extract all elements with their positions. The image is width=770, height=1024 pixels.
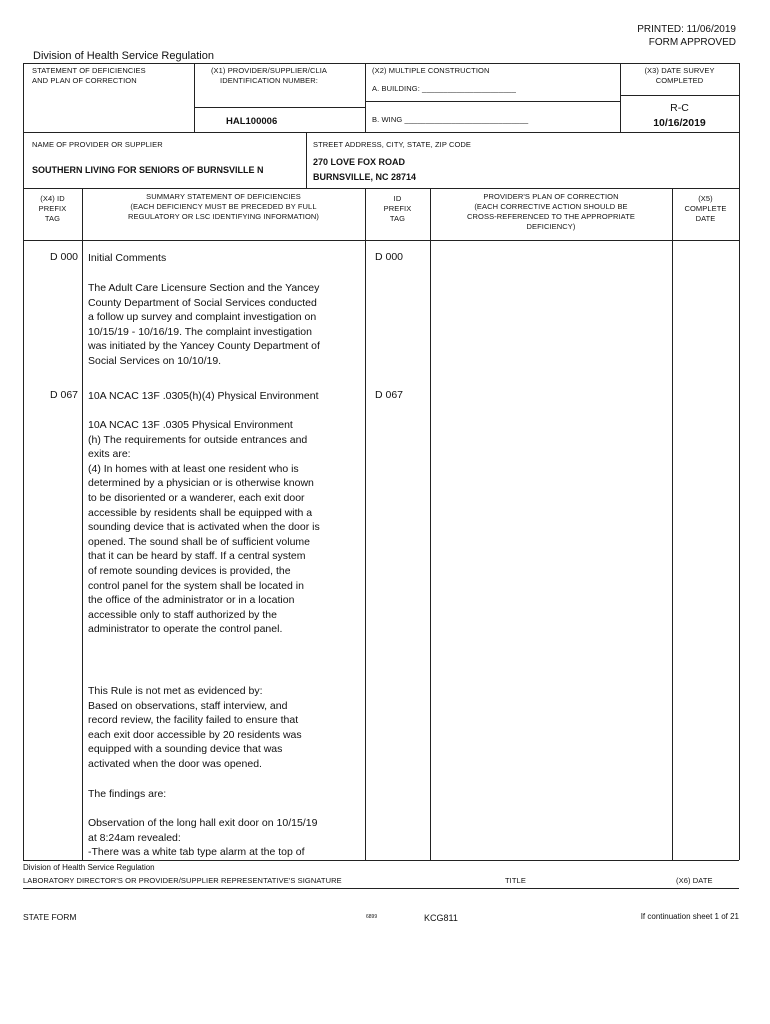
entry-tag-1: D 000 (50, 251, 79, 263)
signature-label: LABORATORY DIRECTOR'S OR PROVIDER/SUPPLIER REPRESENTATIVE'S SIGNATURE (23, 876, 342, 885)
entry-title-2: 10A NCAC 13F .0305(h)(4) Physical Environment (88, 390, 319, 402)
entry-id-2: D 067 (375, 389, 404, 401)
x1-label: (X1) PROVIDER/SUPPLIER/CLIA IDENTIFICATION NUMBER: (210, 66, 328, 85)
address-label: STREET ADDRESS, CITY, STATE, ZIP CODE (313, 140, 472, 149)
x1-value: HAL100006 (226, 116, 278, 127)
form-approved: FORM APPROVED (648, 37, 736, 48)
entry-id-1: D 000 (375, 251, 404, 263)
entry-title-1: Initial Comments (88, 252, 167, 264)
building-field: A. BUILDING: ______________________ (372, 84, 517, 93)
x3-code: R-C (670, 102, 689, 114)
col-x4-header: (X4) ID PREFIX TAG (38, 194, 67, 223)
form-code: 6899 (366, 914, 378, 920)
paragraph-findings: The findings are: (88, 788, 167, 800)
x3-date: 10/16/2019 (653, 117, 706, 129)
wing-field: B. WING _____________________________ (372, 115, 529, 124)
col-plan-header: PROVIDER'S PLAN OF CORRECTION (EACH CORRECTIVE ACTION SHOULD BE CROSS-REFERENCED TO THE APPROPRIATE DEFICIENCY) (467, 192, 635, 231)
col-summary-header: SUMMARY STATEMENT OF DEFICIENCIES (EACH DEFICIENCY MUST BE PRECEDED BY FULL REGULATORY OR LSC IDENTIFYING INFORMATION) (127, 192, 320, 221)
provider-label: NAME OF PROVIDER OR SUPPLIER (32, 140, 163, 149)
title-label: TITLE (505, 876, 526, 885)
x2-label: (X2) MULTIPLE CONSTRUCTION (372, 66, 490, 75)
paragraph-initial-comments: The Adult Care Licensure Section and the Yancey County Department of Social Services conducted a follow up survey and complaint investigation on 10/15/19 - 10/16/19. The complaint investigation was initiated by the Yancey County Department of Social Services on 10/10/19. (88, 282, 320, 367)
provider-name: SOUTHERN LIVING FOR SENIORS OF BURNSVILLE N (32, 165, 264, 175)
paragraph-not-met: This Rule is not met as evidenced by: Based on observations, staff interview, and record review, the facility failed to ensure that each exit door accessible by 20 residents was equipped with a sounding device that was activated when the door was opened. (88, 685, 302, 770)
continuation-sheet: If continuation sheet 1 of 21 (640, 912, 739, 921)
paragraph-rule-text: 10A NCAC 13F .0305 Physical Environment (h) The requirements for outside entrances and exits are: (4) In homes with at least one resident who is determined by a physician or is otherwise known to be disoriented or a wanderer, each exit door accessible by residents shall be equipped with a sounding device that is activated when the door is opened. The sound shall be of sufficient volume that it can be heard by staff. If a central system of remote sounding devices is provided, the control panel for the system shall be located in the office of the administrator or in a location accessible only to staff authorized by the administrator to operate the control panel. (88, 419, 320, 636)
col-id-header: ID PREFIX TAG (383, 194, 412, 223)
printed-date: PRINTED: 11/06/2019 (637, 24, 736, 35)
footer-division: Division of Health Service Regulation (23, 863, 155, 872)
event-id: KCG811 (424, 913, 458, 923)
col-x5-header: (X5) COMPLETE DATE (684, 194, 727, 223)
paragraph-observation: Observation of the long hall exit door on 10/15/19 at 8:24am revealed: -There was a white tab type alarm at the top of (88, 817, 318, 859)
x3-label: (X3) DATE SURVEY COMPLETED (644, 66, 715, 85)
statement-label: STATEMENT OF DEFICIENCIES AND PLAN OF CORRECTION (32, 66, 146, 85)
state-form-label: STATE FORM (23, 912, 77, 922)
address-line2: BURNSVILLE, NC 28714 (313, 172, 417, 182)
address-line1: 270 LOVE FOX ROAD (313, 157, 406, 167)
x6-date-label: (X6) DATE (676, 876, 713, 885)
entry-tag-2: D 067 (50, 389, 79, 401)
division-title: Division of Health Service Regulation (33, 50, 214, 62)
